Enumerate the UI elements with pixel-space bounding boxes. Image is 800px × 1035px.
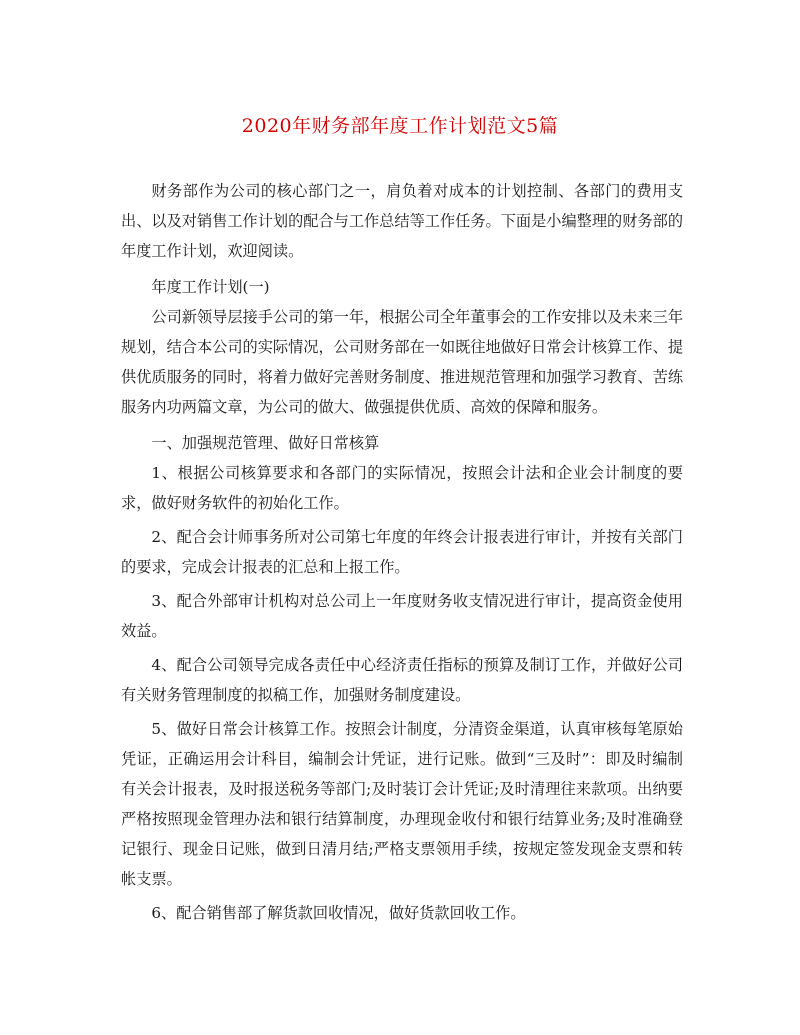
subsection-heading-1: 一、加强规范管理、做好日常核算 (151, 434, 380, 452)
list-item-4: 4、配合公司领导完成各责任中心经济责任指标的预算及制订工作，并做好公司有关财务管理制度的拟稿工作，加强财务制度建设。 (121, 656, 683, 704)
list-item-6: 6、配合销售部了解货款回收情况，做好货款回收工作。 (151, 904, 526, 922)
document-title: 2020年财务部年度工作计划范文5篇 (241, 115, 559, 137)
document-body (121, 176, 683, 928)
section-heading-plan-1: 年度工作计划(一) (151, 278, 270, 296)
list-item-5: 5、做好日常会计核算工作。按照会计制度，分清资金渠道，认真审核每笔原始凭证，正确运用会计科目，编制会计凭证，进行记账。做到“三及时”：即及时编制有关会计报表，及时报送税务等部门;及时装订会计凭证;及时清理往来款项。出纳要严格按照现金管理办法和银行结算制度，办理现金收付和银行结算业务;及时准确登记银行、现金日记账，做到日清月结;严格支票领用手续，按规定签发现金支票和转帐支票。 (121, 720, 683, 888)
list-item-3: 3、配合外部审计机构对总公司上一年度财务收支情况进行审计，提高资金使用效益。 (121, 592, 683, 640)
plan-1-paragraph: 公司新领导层接手公司的第一年，根据公司全年董事会的工作安排以及未来三年规划，结合本公司的实际情况，公司财务部在一如既往地做好日常会计核算工作、提供优质服务的同时，将着力做好完善财务制度、推进规范管理和加强学习教育、苦练服务内功两篇文章，为公司的做大、做强提供优质、高效的保障和服务。 (121, 308, 683, 416)
list-item-1: 1、根据公司核算要求和各部门的实际情况，按照会计法和企业会计制度的要求，做好财务软件的初始化工作。 (121, 464, 683, 512)
list-item-2: 2、配合会计师事务所对公司第七年度的年终会计报表进行审计，并按有关部门的要求，完成会计报表的汇总和上报工作。 (121, 528, 683, 576)
intro-paragraph: 财务部作为公司的核心部门之一，肩负着对成本的计划控制、各部门的费用支出、以及对销售工作计划的配合与工作总结等工作任务。下面是小编整理的财务部的年度工作计划，欢迎阅读。 (121, 182, 683, 260)
